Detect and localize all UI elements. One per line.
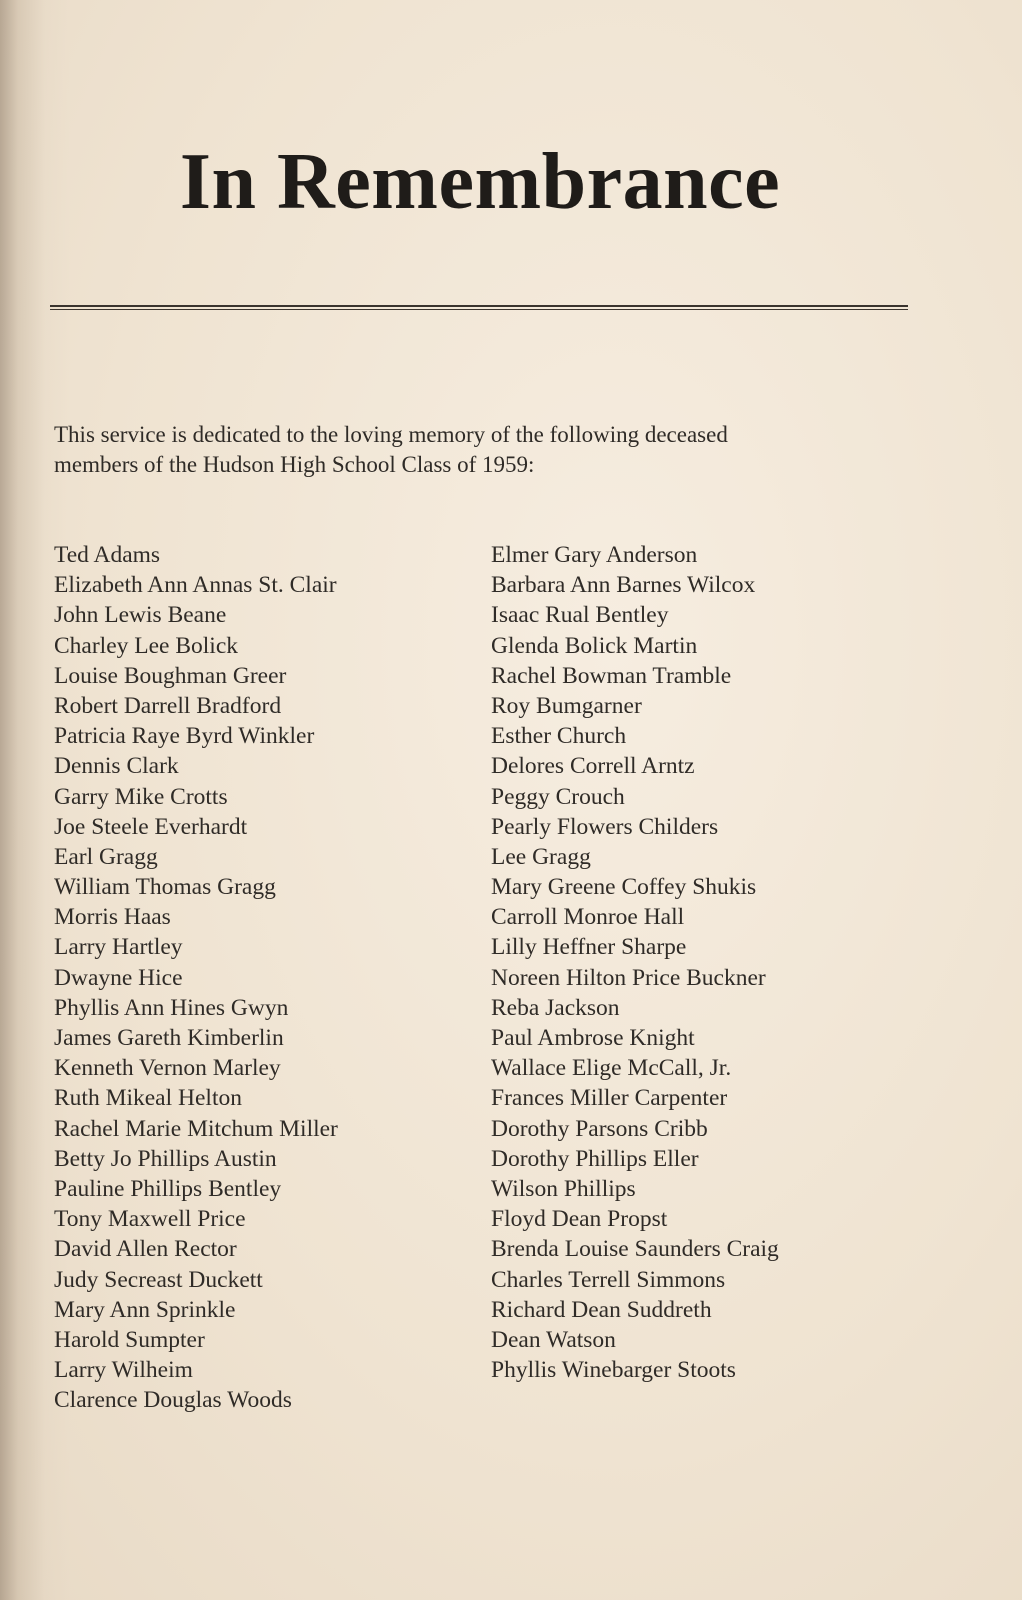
memorial-name: Paul Ambrose Knight <box>491 1025 695 1051</box>
memorial-name: Ted Adams <box>54 542 161 568</box>
memorial-name: Louise Boughman Greer <box>54 662 287 689</box>
memorial-name: Noreen Hilton Price Buckner <box>491 964 766 991</box>
memorial-name: Richard Dean Suddreth <box>491 1296 712 1323</box>
memorial-name: William Thomas Gragg <box>54 874 276 901</box>
memorial-name: Larry Wilheim <box>54 1357 193 1384</box>
dedication-text <box>54 420 854 480</box>
memorial-name: Wallace Elige McCall, Jr. <box>491 1055 732 1082</box>
memorial-name: Phyllis Winebarger Stoots <box>491 1357 736 1384</box>
memorial-name: Rachel Bowman Tramble <box>491 662 732 689</box>
memorial-name: John Lewis Beane <box>54 602 227 629</box>
names-column-left <box>54 540 474 1415</box>
memorial-name: Ruth Mikeal Helton <box>54 1085 242 1112</box>
memorial-name: Glenda Bolick Martin <box>491 632 698 659</box>
memorial-name: Dean Watson <box>491 1326 616 1353</box>
memorial-name: Mary Ann Sprinkle <box>54 1296 236 1323</box>
memorial-name: James Gareth Kimberlin <box>54 1025 284 1051</box>
memorial-name: Garry Mike Crotts <box>54 783 228 810</box>
memorial-name: Dorothy Parsons Cribb <box>491 1115 708 1142</box>
memorial-name: Isaac Rual Bentley <box>491 602 669 629</box>
memorial-name: Elmer Gary Anderson <box>491 542 698 568</box>
memorial-name: Barbara Ann Barnes Wilcox <box>491 572 756 599</box>
memorial-name: Morris Haas <box>54 904 171 931</box>
memorial-name: Larry Hartley <box>54 934 183 961</box>
page-title: In Remembrance <box>179 138 781 226</box>
memorial-name: Rachel Marie Mitchum Miller <box>54 1115 338 1142</box>
memorial-name: Tony Maxwell Price <box>54 1206 246 1233</box>
memorial-name: Dorothy Phillips Eller <box>491 1145 699 1172</box>
memorial-name: Harold Sumpter <box>54 1326 205 1353</box>
memorial-name: Delores Correll Arntz <box>491 753 695 780</box>
memorial-name: David Allen Rector <box>54 1236 237 1263</box>
memorial-name: Charles Terrell Simmons <box>491 1266 726 1293</box>
memorial-name: Phyllis Ann Hines Gwyn <box>54 994 289 1021</box>
dedication-line-1: This service is dedicated to the loving memory of the following deceased <box>54 422 728 447</box>
dedication-line-2: members of the Hudson High School Class of 1959: <box>54 452 535 477</box>
memorial-name: Lee Gragg <box>491 843 591 870</box>
memorial-name: Floyd Dean Propst <box>491 1206 668 1233</box>
memorial-name: Peggy Crouch <box>491 783 625 810</box>
memorial-name: Charley Lee Bolick <box>54 632 239 659</box>
memorial-name: Robert Darrell Bradford <box>54 692 282 719</box>
memorial-name: Brenda Louise Saunders Craig <box>491 1236 779 1263</box>
memorial-name: Pauline Phillips Bentley <box>54 1175 282 1202</box>
memorial-name: Patricia Raye Byrd Winkler <box>54 723 315 750</box>
memorial-name: Dwayne Hice <box>54 964 183 991</box>
memorial-name: Earl Gragg <box>54 843 158 870</box>
memorial-name: Carroll Monroe Hall <box>491 904 685 931</box>
memorial-name: Frances Miller Carpenter <box>491 1085 728 1112</box>
memorial-name: Reba Jackson <box>491 994 620 1021</box>
names-column-right <box>491 540 911 1385</box>
memorial-name: Roy Bumgarner <box>491 692 642 719</box>
memorial-name: Dennis Clark <box>54 753 179 780</box>
memorial-name: Betty Jo Phillips Austin <box>54 1145 277 1172</box>
memorial-name: Esther Church <box>491 723 627 750</box>
memorial-name: Joe Steele Everhardt <box>54 813 248 840</box>
title-divider <box>50 305 908 310</box>
memorial-name: Lilly Heffner Sharpe <box>491 934 687 961</box>
memorial-name: Mary Greene Coffey Shukis <box>491 874 757 901</box>
memorial-name: Pearly Flowers Childers <box>491 813 719 840</box>
memorial-name: Wilson Phillips <box>491 1175 636 1202</box>
memorial-name: Elizabeth Ann Annas St. Clair <box>54 572 337 599</box>
memorial-name: Clarence Douglas Woods <box>54 1387 292 1414</box>
memorial-name: Kenneth Vernon Marley <box>54 1055 281 1082</box>
memorial-name: Judy Secreast Duckett <box>54 1266 263 1293</box>
